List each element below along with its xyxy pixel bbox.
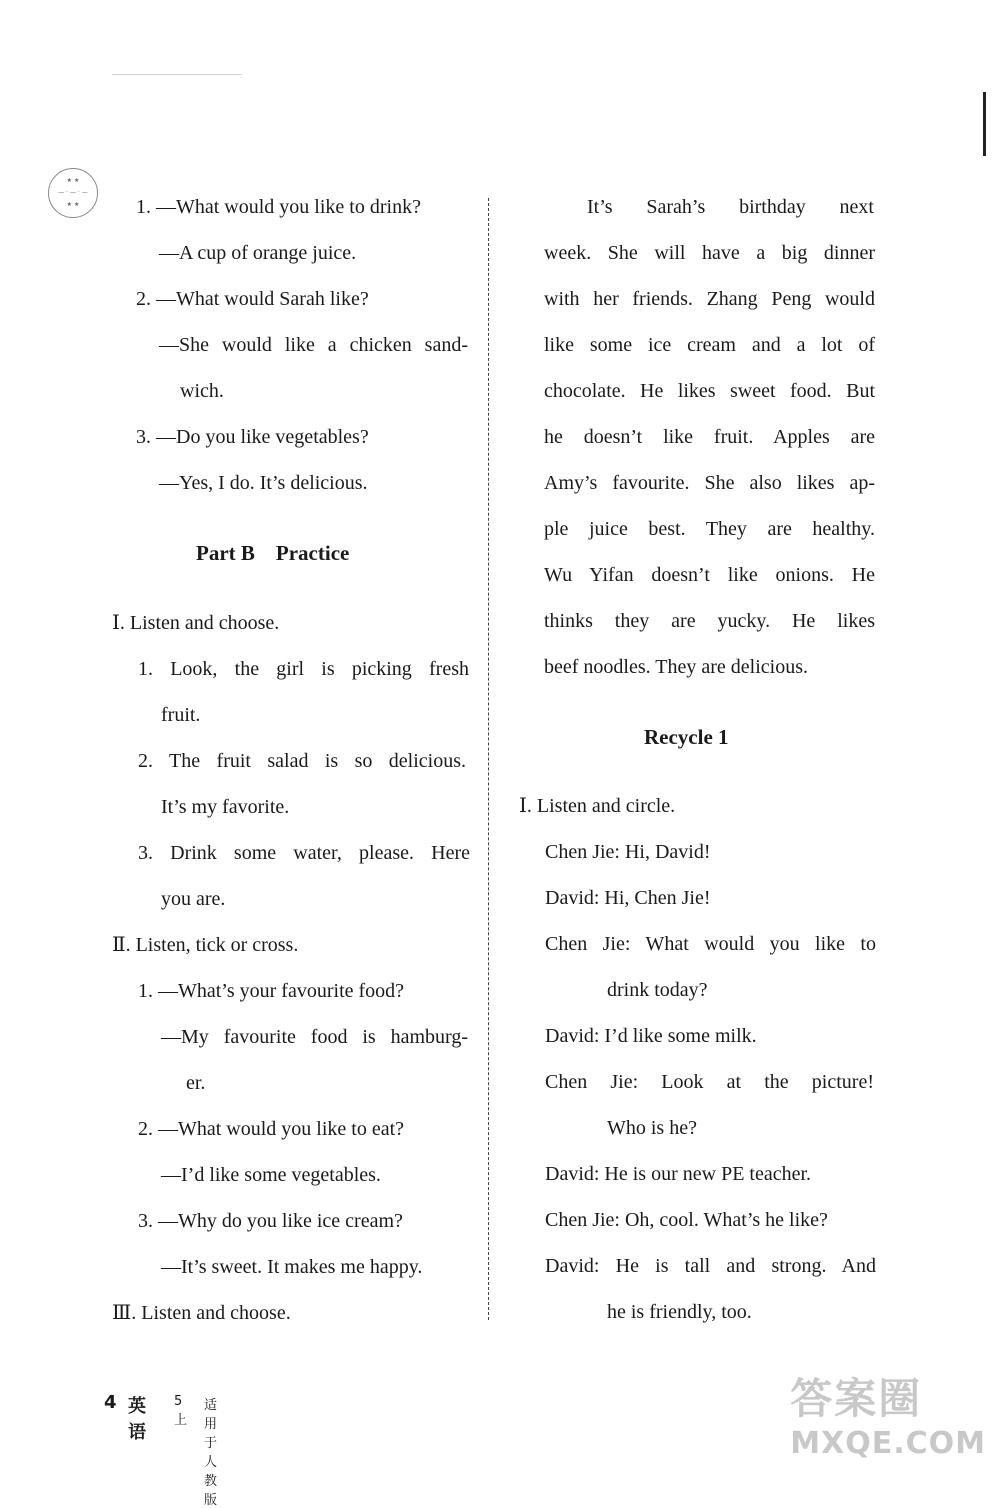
text-line: 1. —What would you like to drink?	[136, 196, 421, 218]
text-line: Amy’s favourite. She also likes ap-	[544, 472, 875, 494]
dialogue-line: David: He is our new PE teacher.	[545, 1163, 812, 1185]
dialogue-line: Chen Jie: Oh, cool. What’s he like?	[545, 1209, 828, 1231]
dialogue-line: Chen Jie: Look at the picture!	[545, 1071, 874, 1093]
text-line: It’s my favorite.	[161, 796, 290, 818]
section-label: Ⅲ. Listen and choose.	[112, 1302, 291, 1324]
text-line: 2. —What would Sarah like?	[136, 288, 369, 310]
dialogue-line: David: Hi, Chen Jie!	[545, 887, 711, 909]
circular-stamp-icon: ★ ★ — · — · — ★ ★	[48, 168, 98, 218]
section-heading: Recycle 1	[644, 725, 729, 749]
text-line: 2. —What would you like to eat?	[138, 1118, 405, 1140]
column-divider	[488, 198, 489, 1320]
text-line: It’s Sarah’s birthday next	[587, 196, 874, 218]
dialogue-line: Who is he?	[607, 1117, 697, 1139]
subject-label: 英语	[128, 1396, 146, 1443]
text-line: 2. The fruit salad is so delicious.	[138, 750, 466, 772]
dialogue-line: he is friendly, too.	[607, 1301, 752, 1323]
watermark	[790, 1366, 986, 1461]
text-line: you are.	[161, 888, 226, 910]
text-line: with her friends. Zhang Peng would	[544, 288, 875, 310]
text-line: like some ice cream and a lot of	[544, 334, 875, 356]
dialogue-line: David: He is tall and strong. And	[545, 1255, 876, 1277]
page-edge-mark	[983, 92, 986, 156]
text-line: wich.	[180, 380, 224, 402]
watermark-text: 答案圈	[790, 1374, 923, 1423]
text-line: fruit.	[161, 704, 201, 726]
section-label: Ⅱ. Listen, tick or cross.	[112, 934, 299, 956]
dialogue-line: drink today?	[607, 979, 708, 1001]
text-line: 1. —What’s your favourite food?	[138, 980, 405, 1002]
text-line: —I’d like some vegetables.	[161, 1164, 381, 1186]
watermark-url: MXQE.COM	[790, 1426, 986, 1461]
text-line: —A cup of orange juice.	[159, 242, 357, 264]
text-line: —Yes, I do. It’s delicious.	[159, 472, 368, 494]
text-line: —It’s sweet. It makes me happy.	[161, 1256, 423, 1278]
text-line: week. She will have a big dinner	[544, 242, 875, 264]
text-line: 1. Look, the girl is picking fresh	[138, 658, 469, 680]
text-line: 3. —Why do you like ice cream?	[138, 1210, 403, 1232]
text-line: 3. Drink some water, please. Here	[138, 842, 470, 864]
edition-label: 适用于人教版	[204, 1398, 218, 1508]
text-line: beef noodles. They are delicious.	[544, 656, 808, 678]
text-line: he doesn’t like fruit. Apples are	[544, 426, 875, 448]
top-rule	[112, 74, 242, 75]
page-number: 4	[104, 1392, 117, 1413]
text-line: ple juice best. They are healthy.	[544, 518, 875, 540]
grade-label: 5上	[174, 1394, 188, 1428]
dialogue-line: Chen Jie: Hi, David!	[545, 841, 711, 863]
text-line: Wu Yifan doesn’t like onions. He	[544, 564, 875, 586]
text-line: thinks they are yucky. He likes	[544, 610, 875, 632]
text-line: 3. —Do you like vegetables?	[136, 426, 369, 448]
text-line: —My favourite food is hamburg-	[161, 1026, 468, 1048]
text-line: er.	[186, 1072, 206, 1094]
section-label: Ⅰ. Listen and circle.	[519, 795, 676, 817]
dialogue-line: Chen Jie: What would you like to	[545, 933, 876, 955]
text-line: chocolate. He likes sweet food. But	[544, 380, 875, 402]
dialogue-line: David: I’d like some milk.	[545, 1025, 757, 1047]
section-label: Ⅰ. Listen and choose.	[112, 612, 280, 634]
text-line: —She would like a chicken sand-	[159, 334, 468, 356]
section-heading: Part B Practice	[196, 541, 350, 565]
